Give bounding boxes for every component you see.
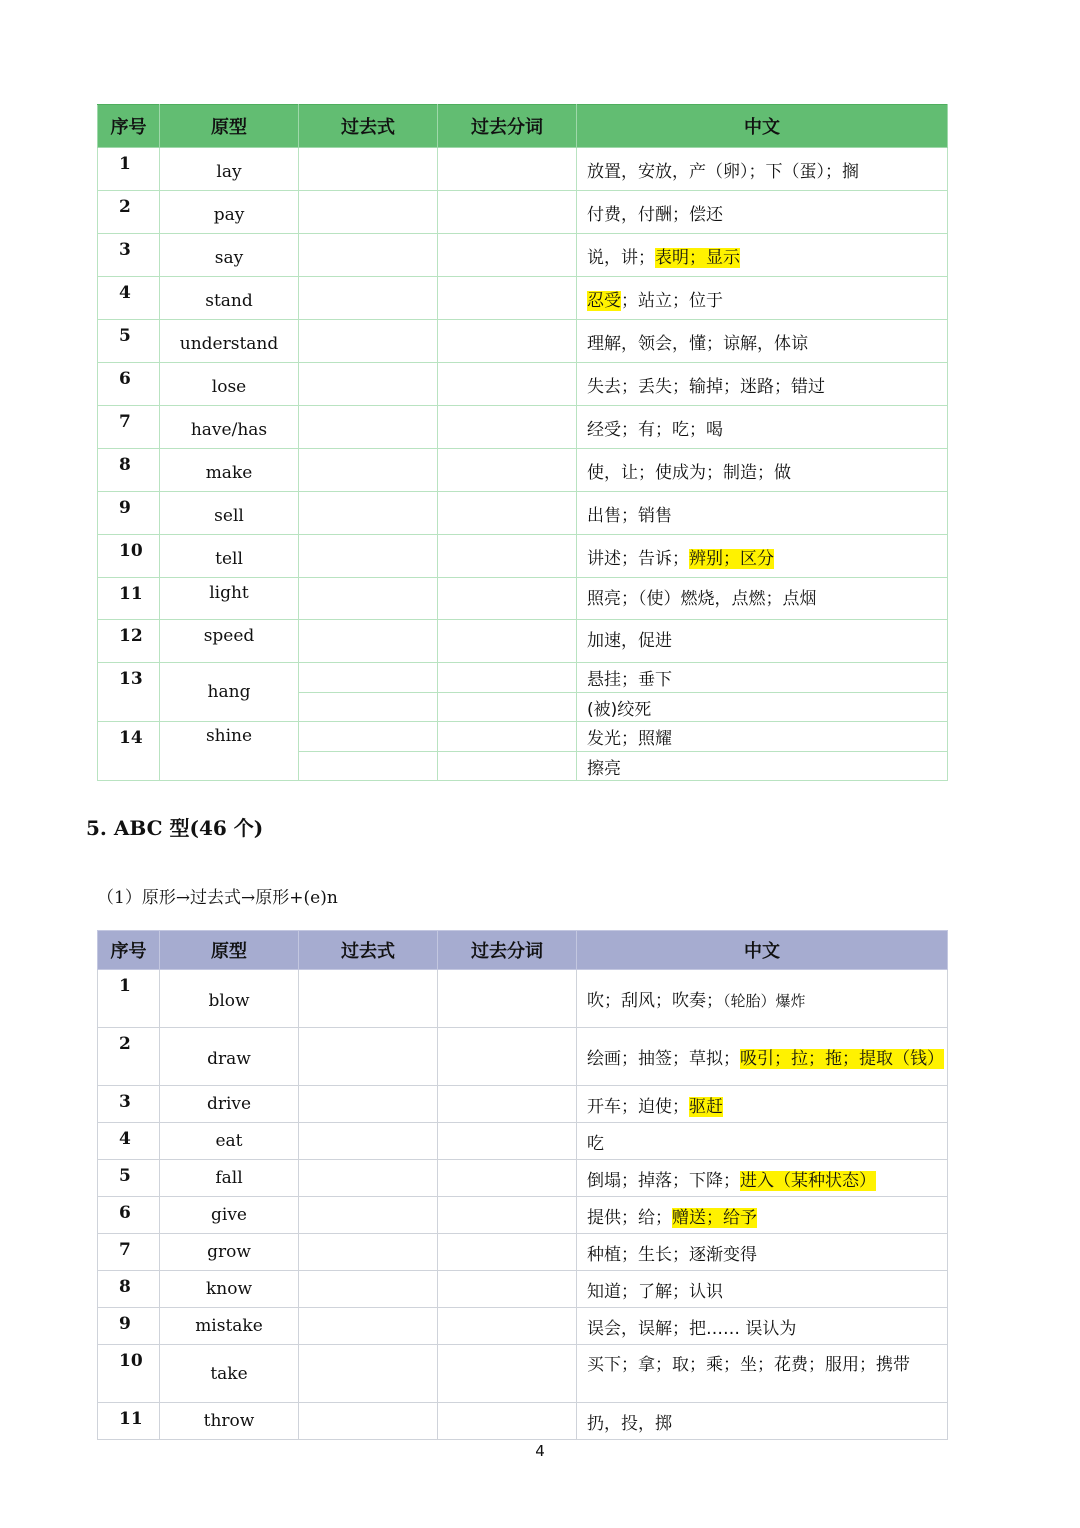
meaning-text: 扔，投，掷	[587, 1413, 672, 1434]
subsection-title: （1）原形→过去式→原形+(e)n	[97, 888, 338, 908]
table-row	[98, 449, 948, 492]
chinese-meaning	[577, 363, 948, 406]
meaning-text: 提供；给；	[587, 1207, 672, 1228]
base-form: light	[160, 578, 299, 620]
table-header-row	[98, 931, 948, 970]
past-form-cell	[299, 1028, 438, 1086]
table-row	[98, 406, 948, 449]
past-form-cell	[299, 1308, 438, 1345]
chinese-meaning	[577, 1086, 948, 1123]
base-form: mistake	[160, 1308, 299, 1345]
header-index: 序号	[98, 931, 160, 970]
table-row	[98, 1234, 948, 1271]
table-row	[98, 620, 948, 663]
chinese-meaning	[577, 148, 948, 191]
past-participle-cell	[438, 1308, 577, 1345]
chinese-meaning	[577, 492, 948, 535]
chinese-meaning	[577, 620, 948, 663]
table-row	[98, 492, 948, 535]
section-title: 5. ABC 型(46 个)	[86, 816, 264, 840]
past-participle-cell	[438, 1234, 577, 1271]
meaning-text: 失去；丢失；输掉；迷路；错过	[587, 376, 825, 397]
past-form-cell	[299, 1160, 438, 1197]
meaning-text: 经受；有；吃；喝	[587, 419, 723, 440]
chinese-meaning	[577, 1403, 948, 1440]
meaning-text: 知道；了解；认识	[587, 1281, 723, 1302]
row-index: 4	[98, 1123, 160, 1160]
meaning-text: ；站立；位于	[621, 290, 723, 311]
base-form: drive	[160, 1086, 299, 1123]
past-form-cell	[299, 449, 438, 492]
past-form-cell	[299, 663, 438, 693]
row-index: 11	[98, 1403, 160, 1440]
past-participle-cell	[438, 492, 577, 535]
chinese-meaning	[577, 1160, 948, 1197]
header-base: 原型	[160, 931, 299, 970]
chinese-meaning	[577, 320, 948, 363]
table-row	[98, 363, 948, 406]
header-chinese: 中文	[577, 931, 948, 970]
table-header-row	[98, 105, 948, 148]
base-form: throw	[160, 1403, 299, 1440]
row-index: 8	[98, 449, 160, 492]
header-participle: 过去分词	[438, 931, 577, 970]
past-form-cell	[299, 1123, 438, 1160]
highlighted-text: 进入（某种状态）	[740, 1170, 876, 1191]
past-participle-cell	[438, 722, 577, 752]
past-form-cell	[299, 492, 438, 535]
header-past: 过去式	[299, 931, 438, 970]
meaning-text: 种植；生长；逐渐变得	[587, 1244, 757, 1265]
meaning-text: 理解，领会，懂；谅解，体谅	[587, 333, 808, 354]
base-form: understand	[160, 320, 299, 363]
row-index: 8	[98, 1271, 160, 1308]
row-index: 7	[98, 1234, 160, 1271]
chinese-meaning	[577, 1028, 948, 1086]
table-row	[98, 1028, 948, 1086]
chinese-meaning	[577, 1308, 948, 1345]
meaning-text: 开车；迫使；	[587, 1096, 689, 1117]
highlighted-text: 吸引；拉；拖；提取（钱）	[740, 1049, 944, 1069]
table-row	[98, 234, 948, 277]
past-form-cell	[299, 1234, 438, 1271]
past-form-cell	[299, 234, 438, 277]
base-form: draw	[160, 1028, 299, 1086]
meaning-text: （轮胎）爆炸	[723, 992, 806, 1010]
past-form-cell	[299, 148, 438, 191]
table-row	[98, 1123, 948, 1160]
past-participle-cell	[438, 191, 577, 234]
row-index: 9	[98, 492, 160, 535]
past-participle-cell	[438, 1271, 577, 1308]
header-index: 序号	[98, 105, 160, 148]
chinese-meaning: (被)绞死	[577, 693, 948, 722]
past-form-cell	[299, 752, 438, 781]
table-row	[98, 722, 948, 752]
past-participle-cell	[438, 406, 577, 449]
table-row	[98, 277, 948, 320]
row-index: 5	[98, 1160, 160, 1197]
base-form: blow	[160, 970, 299, 1028]
chinese-meaning	[577, 1234, 948, 1271]
past-participle-cell	[438, 449, 577, 492]
row-index: 3	[98, 1086, 160, 1123]
past-participle-cell	[438, 535, 577, 578]
chinese-meaning	[577, 1123, 948, 1160]
base-form: tell	[160, 535, 299, 578]
meaning-text: 照亮；（使）燃烧，点燃；点烟	[587, 589, 817, 609]
row-index: 3	[98, 234, 160, 277]
table-row	[98, 1197, 948, 1234]
table-row	[98, 535, 948, 578]
row-index: 4	[98, 277, 160, 320]
table-row	[98, 1308, 948, 1345]
base-form: pay	[160, 191, 299, 234]
base-form: make	[160, 449, 299, 492]
past-form-cell	[299, 191, 438, 234]
base-form: eat	[160, 1123, 299, 1160]
row-index: 7	[98, 406, 160, 449]
past-participle-cell	[438, 1028, 577, 1086]
table-row	[98, 970, 948, 1028]
base-form: lay	[160, 148, 299, 191]
past-participle-cell	[438, 277, 577, 320]
row-index: 1	[98, 148, 160, 191]
base-form: take	[160, 1345, 299, 1403]
past-participle-cell	[438, 620, 577, 663]
base-form: shine	[160, 722, 299, 781]
table-row	[98, 663, 948, 693]
past-form-cell	[299, 320, 438, 363]
meaning-text: 讲述；告诉；	[587, 548, 689, 569]
past-participle-cell	[438, 578, 577, 620]
meaning-text: 倒塌；掉落；下降；	[587, 1170, 740, 1191]
base-form: hang	[160, 663, 299, 722]
past-form-cell	[299, 693, 438, 722]
meaning-text: 吹；刮风；吹奏；	[587, 991, 723, 1011]
chinese-meaning	[577, 1345, 948, 1403]
past-participle-cell	[438, 1086, 577, 1123]
header-chinese: 中文	[577, 105, 948, 148]
table-row	[98, 148, 948, 191]
meaning-text: 说，讲；	[587, 247, 655, 268]
past-participle-cell	[438, 1197, 577, 1234]
past-participle-cell	[438, 148, 577, 191]
row-index: 13	[98, 663, 160, 722]
past-form-cell	[299, 406, 438, 449]
base-form: give	[160, 1197, 299, 1234]
past-participle-cell	[438, 693, 577, 722]
past-participle-cell	[438, 1123, 577, 1160]
base-form: stand	[160, 277, 299, 320]
meaning-text: 使，让；使成为；制造；做	[587, 462, 791, 483]
meaning-text: 买下；拿；取；乘；坐；花费；服用；携带	[587, 1355, 910, 1375]
past-form-cell	[299, 722, 438, 752]
base-form: speed	[160, 620, 299, 663]
past-participle-cell	[438, 363, 577, 406]
meaning-text: 加速，促进	[587, 631, 672, 651]
meaning-text: 出售；销售	[587, 505, 672, 526]
row-index: 5	[98, 320, 160, 363]
chinese-meaning	[577, 449, 948, 492]
row-index: 10	[98, 535, 160, 578]
table-row	[98, 1345, 948, 1403]
past-form-cell	[299, 1197, 438, 1234]
table-row	[98, 1271, 948, 1308]
verb-table-1	[97, 104, 948, 781]
row-index: 12	[98, 620, 160, 663]
chinese-meaning: 悬挂；垂下	[577, 663, 948, 693]
chinese-meaning: 发光；照耀	[577, 722, 948, 752]
table-row	[98, 1160, 948, 1197]
past-participle-cell	[438, 320, 577, 363]
past-participle-cell	[438, 970, 577, 1028]
row-index: 14	[98, 722, 160, 781]
highlighted-text: 辨别；区分	[689, 548, 774, 569]
past-form-cell	[299, 1345, 438, 1403]
verb-table-2	[97, 930, 948, 1440]
base-form: lose	[160, 363, 299, 406]
table-row	[98, 320, 948, 363]
base-form: know	[160, 1271, 299, 1308]
chinese-meaning	[577, 535, 948, 578]
chinese-meaning	[577, 1197, 948, 1234]
meaning-text: 误会，误解；把…… 误认为	[587, 1318, 797, 1339]
past-form-cell	[299, 620, 438, 663]
past-form-cell	[299, 578, 438, 620]
header-participle: 过去分词	[438, 105, 577, 148]
chinese-meaning	[577, 970, 948, 1028]
chinese-meaning	[577, 277, 948, 320]
base-form: have/has	[160, 406, 299, 449]
past-participle-cell	[438, 234, 577, 277]
past-form-cell	[299, 1086, 438, 1123]
row-index: 10	[98, 1345, 160, 1403]
chinese-meaning	[577, 1271, 948, 1308]
row-index: 11	[98, 578, 160, 620]
header-past: 过去式	[299, 105, 438, 148]
base-form: say	[160, 234, 299, 277]
chinese-meaning	[577, 234, 948, 277]
past-participle-cell	[438, 1403, 577, 1440]
past-form-cell	[299, 535, 438, 578]
base-form: fall	[160, 1160, 299, 1197]
chinese-meaning: 擦亮	[577, 752, 948, 781]
meaning-text: 绘画；抽签；草拟；	[587, 1049, 740, 1069]
chinese-meaning	[577, 406, 948, 449]
row-index: 1	[98, 970, 160, 1028]
table-row	[98, 1086, 948, 1123]
past-participle-cell	[438, 1345, 577, 1403]
meaning-text: 放置，安放，产（卵）；下（蛋）；搁	[587, 161, 859, 182]
row-index: 6	[98, 1197, 160, 1234]
past-form-cell	[299, 970, 438, 1028]
row-index: 2	[98, 1028, 160, 1086]
table-row	[98, 191, 948, 234]
past-form-cell	[299, 1403, 438, 1440]
base-form: sell	[160, 492, 299, 535]
past-form-cell	[299, 1271, 438, 1308]
row-index: 6	[98, 363, 160, 406]
chinese-meaning	[577, 191, 948, 234]
highlighted-text: 忍受	[587, 290, 621, 311]
chinese-meaning	[577, 578, 948, 620]
base-form: grow	[160, 1234, 299, 1271]
highlighted-text: 赠送；给予	[672, 1207, 757, 1228]
row-index: 9	[98, 1308, 160, 1345]
past-participle-cell	[438, 752, 577, 781]
page-number: 4	[535, 1442, 545, 1460]
meaning-text: 吃	[587, 1133, 604, 1154]
past-form-cell	[299, 277, 438, 320]
highlighted-text: 表明；显示	[655, 247, 740, 268]
table-row	[98, 1403, 948, 1440]
row-index: 2	[98, 191, 160, 234]
table-row	[98, 578, 948, 620]
meaning-text: 付费，付酬；偿还	[587, 204, 723, 225]
past-participle-cell	[438, 1160, 577, 1197]
highlighted-text: 驱赶	[689, 1096, 723, 1117]
header-base: 原型	[160, 105, 299, 148]
past-form-cell	[299, 363, 438, 406]
past-participle-cell	[438, 663, 577, 693]
